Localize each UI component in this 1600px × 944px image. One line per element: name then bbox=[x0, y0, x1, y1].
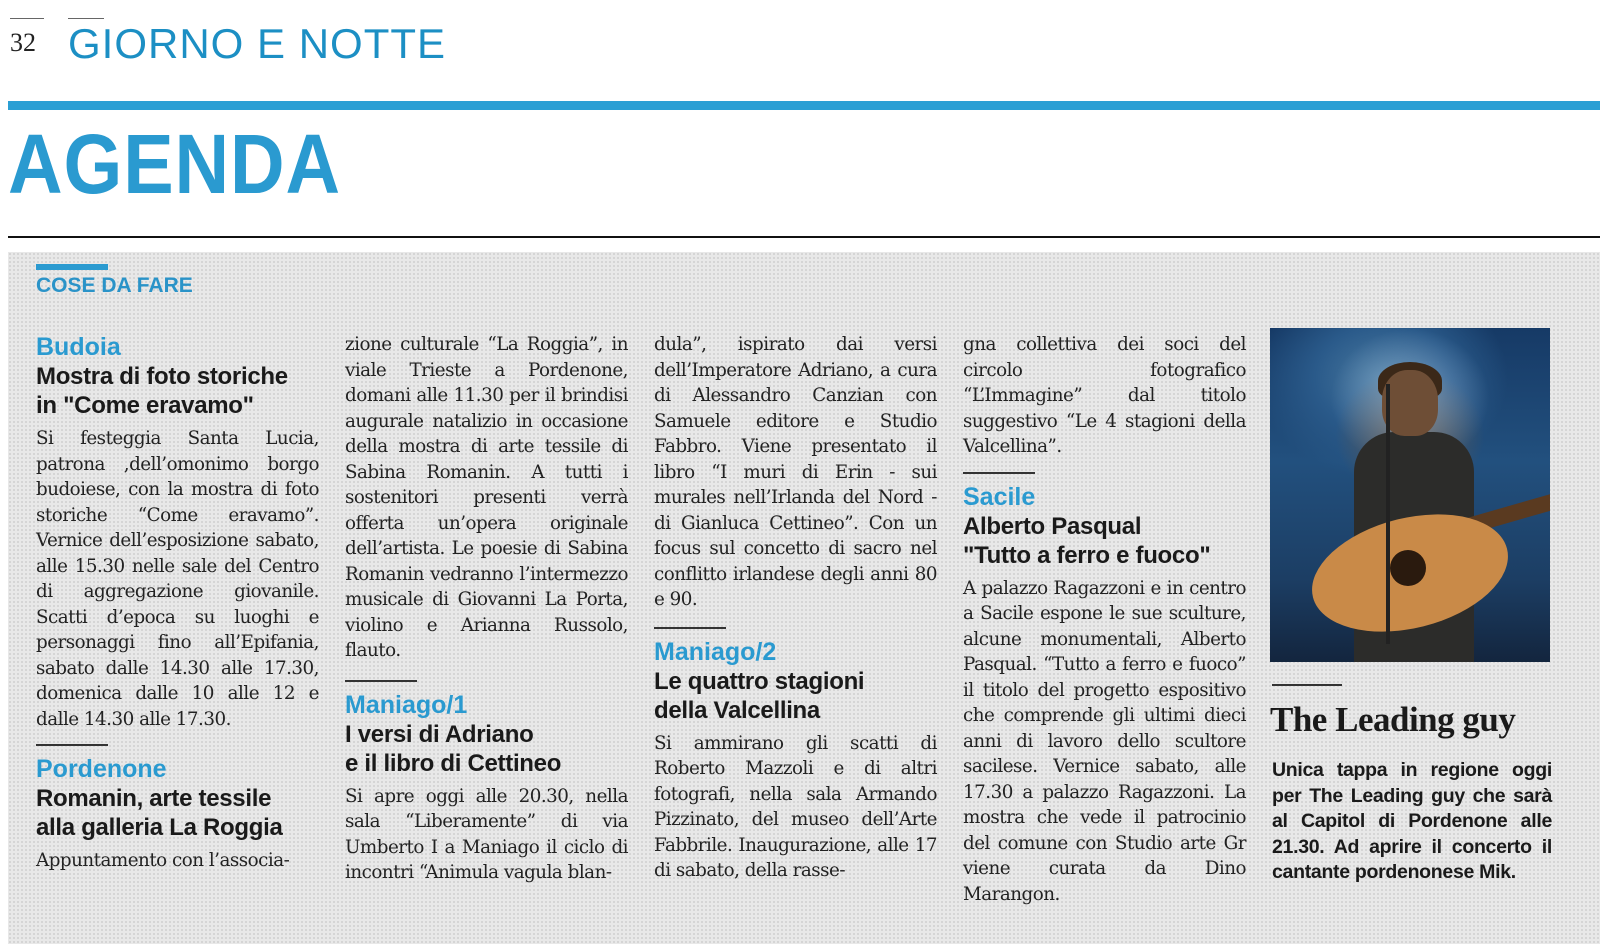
article-location: Maniago/2 bbox=[654, 637, 777, 666]
section-title: GIORNO E NOTTE bbox=[68, 20, 447, 67]
article-body: A palazzo Ragazzoni e in centro a Sacile espone le sue sculture, alcune monumentali, Alberto Pasqual. “Tutto a ferro e fuoco” il titolo del progetto espositivo che comprende gli ultimi dieci anni di lavoro dello scultore sacilese. Vernice sabato, alle 17.30 a palazzo Ragazzoni. La mostra che vede il patrocinio del comune con Studio arte Gr viene curata da Dino Marangon. bbox=[963, 577, 1246, 905]
article-location: Sacile bbox=[963, 482, 1036, 511]
column-4 bbox=[963, 332, 1246, 907]
article-location: Maniago/1 bbox=[345, 690, 468, 719]
column-3 bbox=[654, 332, 937, 884]
article-separator bbox=[963, 472, 1035, 474]
article-headline: Mostra di foto storiche in "Come eravamo" bbox=[36, 363, 288, 419]
article-separator bbox=[345, 680, 417, 682]
concert-photo bbox=[1270, 328, 1550, 662]
article-location: Pordenone bbox=[36, 755, 167, 783]
article-body-continued: gna collettiva dei soci del circolo fotografico “L’Immagine” dal titolo suggestivo “Le 4 stagioni della Valcellina”. bbox=[963, 334, 1246, 457]
article-body: Si ammirano gli scatti di Roberto Mazzoli e di altri fotografi, nella sala Armando Pizzinato, del museo dell’Arte Fabbrile. Inaugurazione, alle 17 di sabato, della rasse- bbox=[654, 732, 937, 881]
sidebar-separator bbox=[1272, 684, 1342, 686]
article-separator bbox=[36, 744, 108, 746]
article-body: Appuntamento con l’associa- bbox=[36, 850, 290, 871]
kicker: COSE DA FARE bbox=[36, 274, 193, 297]
article-body: Si apre oggi alle 20.30, nella sala “Liberamente” di via Umberto I a Maniago il ciclo di incontri “Animula vagula blan- bbox=[345, 785, 628, 883]
article-headline: Le quattro stagioni della Valcellina bbox=[654, 667, 865, 724]
page-number: 32 bbox=[10, 28, 36, 57]
sidebar-title: The Leading guy bbox=[1270, 700, 1516, 739]
page-title: AGENDA bbox=[8, 117, 342, 211]
header-divider bbox=[8, 101, 1600, 110]
article-headline: I versi di Adriano e il libro di Cettineo bbox=[345, 720, 562, 777]
article-location: Budoia bbox=[36, 333, 121, 361]
article-headline: Alberto Pasqual "Tutto a ferro e fuoco" bbox=[963, 512, 1211, 569]
page-number-rule bbox=[10, 18, 44, 19]
sidebar-body: Unica tappa in regione oggi per The Leading guy che sarà al Capitol di Pordenone alle 21.30. Ad aprire il concerto il cantante pordenonese Mik. bbox=[1272, 759, 1552, 883]
title-divider bbox=[8, 236, 1600, 238]
kicker-bar bbox=[36, 264, 108, 270]
section-rule bbox=[68, 18, 104, 19]
article-body-continued: zione culturale “La Roggia”, in viale Trieste a Pordenone, domani alle 11.30 per il brindisi augurale natalizio in occasione della mostra di arte tessile di Sabina Romanin. A tutti i sostenitori presenti verrà offerta un’opera originale dell’artista. Le poesie di Sabina Romanin vedranno l’intermezzo musicale di Giovanni La Porta, violino e Arianna Russolo, flauto. bbox=[345, 334, 628, 661]
article-body: Si festeggia Santa Lucia, patrona ,dell’omonimo borgo budoiese, con la mostra di foto storiche “Come eravamo”. Vernice dell’esposizione sabato, alle 15.30 nelle sale del Centro di aggregazione giovanile. Scatti d’epoca su luoghi e personaggi fino all’Epifania, sabato dalle 14.30 alle 17.30, domenica dalle 10 alle 12 e dalle 14.30 alle 17.30. bbox=[36, 428, 319, 730]
article-headline: Romanin, arte tessile alla galleria La Roggia bbox=[36, 785, 283, 841]
column-2 bbox=[345, 332, 628, 886]
article-body-continued: dula”, ispirato dai versi dell’Imperatore Adriano, a cura di Alessandro Canzian con Samuele editore e Studio Fabbro. Viene presentato il libro “I muri di Erin - sui murales nell’Irlanda del Nord - di Gianluca Cettineo”. Con un focus sul concetto di sacro nel conflitto irlandese degli anni 80 e 90. bbox=[654, 334, 937, 610]
column-1 bbox=[36, 332, 319, 874]
article-separator bbox=[654, 627, 726, 629]
microphone-icon bbox=[1386, 384, 1390, 644]
